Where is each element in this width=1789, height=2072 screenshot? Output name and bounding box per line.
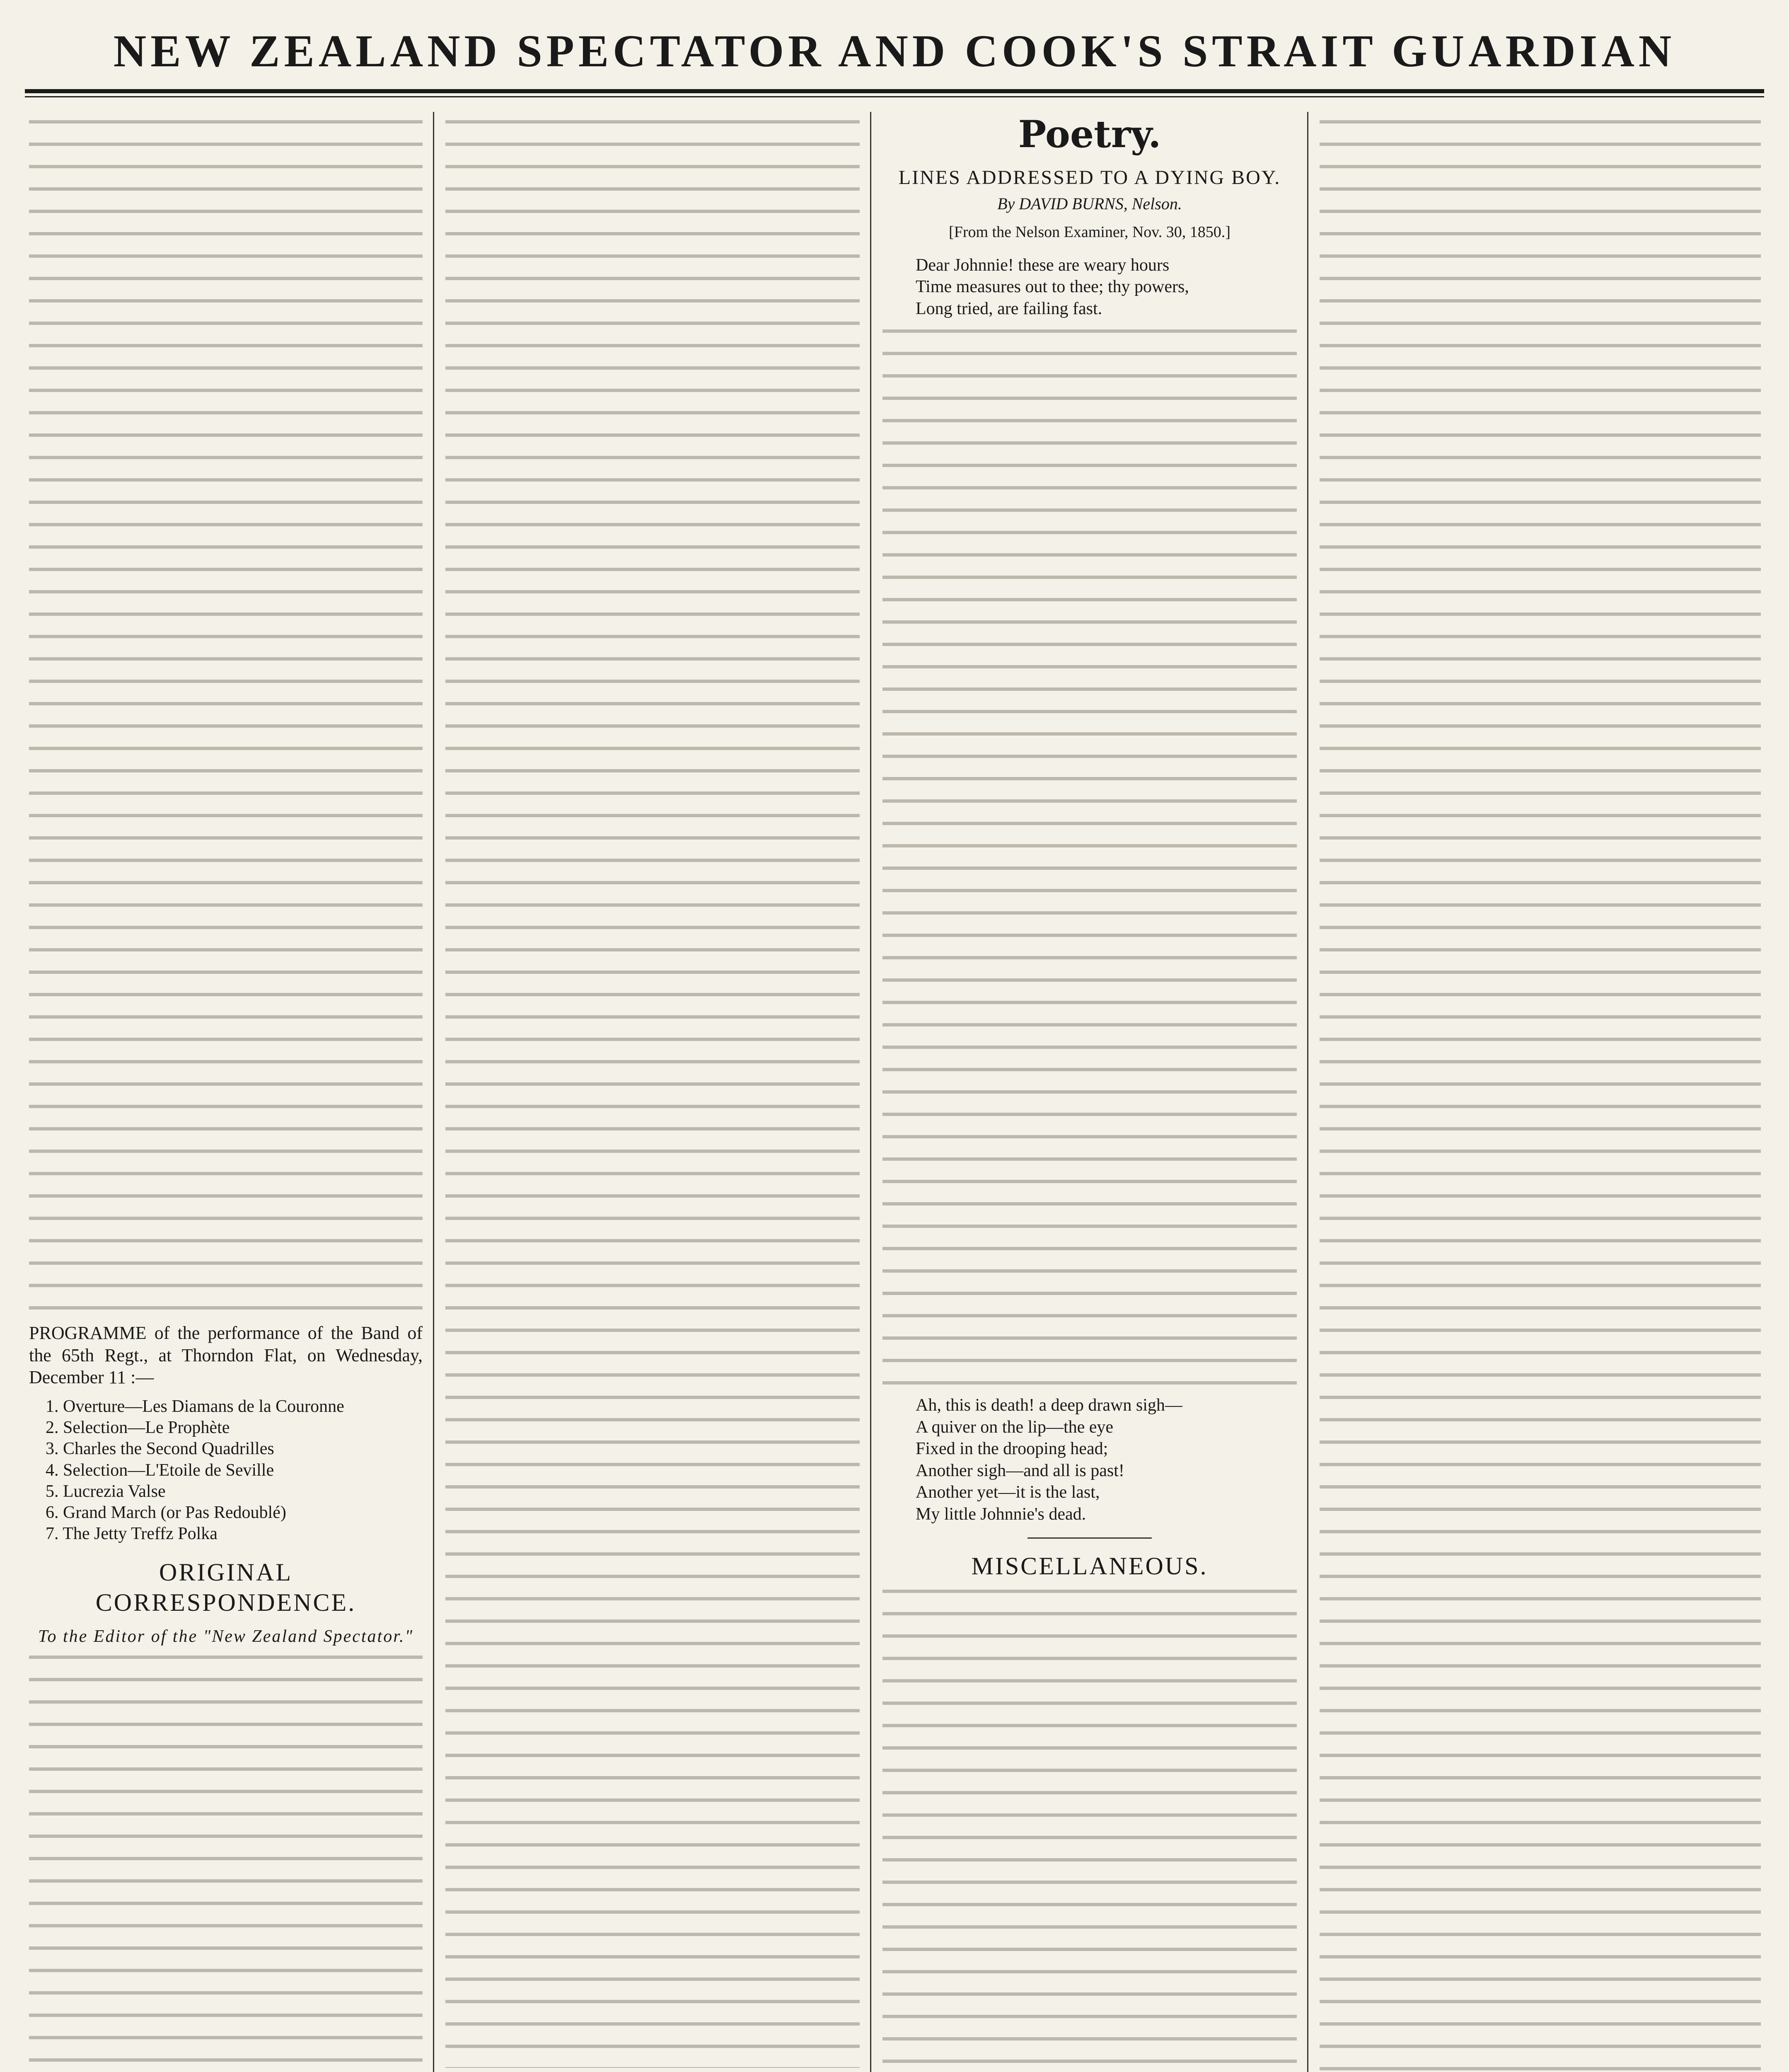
newspaper-title: NEW ZEALAND SPECTATOR AND COOK'S STRAIT GUARDIAN <box>113 26 1676 76</box>
poem-source: [From the Nelson Examiner, Nov. 30, 1850.] <box>949 223 1231 241</box>
column-rule <box>870 112 871 2072</box>
poem-body-block <box>882 329 1297 1386</box>
to-editor-line: To the Editor of the "New Zealand Spectator." <box>38 1627 414 1646</box>
column-rule <box>1307 112 1308 2072</box>
programme-item: 4. Selection—L'Etoile de Seville <box>46 1460 274 1480</box>
column-4 <box>1320 112 1761 2072</box>
miscellaneous-heading: MISCELLANEOUS. <box>971 1552 1208 1580</box>
poem-last-stanza: Ah, this is death! a deep drawn sigh— A quiver on the lip—the eye Fixed in the drooping head; Another sigh—and all is past! Another yet—it is the last, My little Johnnie's dead. <box>916 1396 1182 1524</box>
poem-author: By DAVID BURNS, Nelson. <box>997 194 1182 213</box>
masthead <box>0 0 1789 95</box>
programme-item: 3. Charles the Second Quadrilles <box>46 1439 274 1459</box>
programme-item: 5. Lucrezia Valse <box>46 1481 166 1501</box>
programme-item: 2. Selection—Le Prophète <box>46 1418 230 1438</box>
miscellaneous-text-block <box>882 1590 1297 2072</box>
column-2 <box>445 112 860 2072</box>
poem-title: LINES ADDRESSED TO A DYING BOY. <box>898 166 1281 189</box>
programme-heading: PROGRAMME of the performance of the Band of the 65th Regt., at Thorndon Flat, on Wednesday, December 11 :— <box>29 1323 423 1388</box>
letter-text-block <box>29 1656 423 2072</box>
programme-item: 7. The Jetty Treffz Polka <box>46 1524 218 1544</box>
poem-first-stanza: Dear Johnnie! these are weary hours Time measures out to thee; thy powers, Long tried, are failing fast. <box>916 255 1189 318</box>
masthead-rule-thin <box>25 96 1764 97</box>
masthead-rule <box>25 89 1764 93</box>
column-1 <box>29 112 423 2072</box>
column-3 <box>882 112 1297 2072</box>
poetry-heading: Poetry. <box>1018 112 1161 156</box>
original-correspondence-heading: ORIGINAL CORRESPONDENCE. <box>95 1558 356 1616</box>
section-divider <box>1027 1537 1152 1539</box>
column-4-text-block <box>1320 120 1761 2072</box>
programme-item: 6. Grand March (or Pas Redoublé) <box>46 1503 286 1523</box>
programme-list <box>46 1396 423 1545</box>
letter-continued-block <box>445 120 860 2068</box>
column-rule <box>433 112 434 2072</box>
column-1-text-block <box>29 120 423 1314</box>
programme-item: 1. Overture—Les Diamans de la Couronne <box>46 1397 344 1416</box>
